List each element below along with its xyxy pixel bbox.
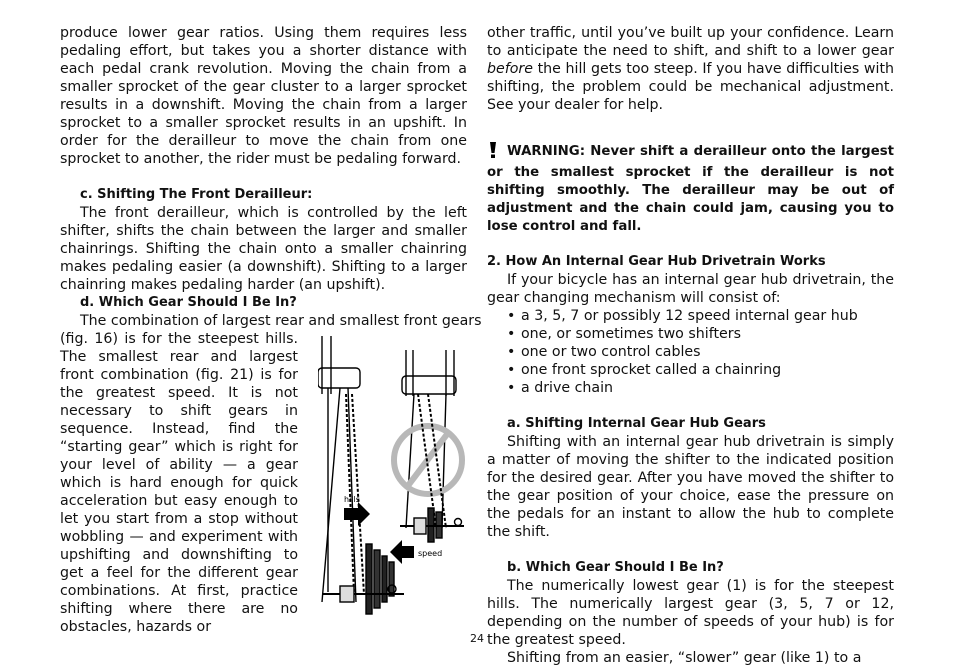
warning-icon: [487, 142, 499, 164]
emphasis-before: before: [487, 61, 533, 77]
drivetrain-illustration: [318, 332, 468, 622]
warning-text: WARNING: Never shift a derailleur onto the largest or the smallest sprocket if the derailleur is not shifting smoothly. The derailleur may be out of adjustment and the chain could jam, causing you to lose control and fall.: [487, 144, 894, 234]
page-number: 24: [470, 632, 484, 645]
cassette-cog: [374, 550, 380, 608]
section-2-heading: 2. How An Internal Gear Hub Drivetrain Works: [487, 254, 826, 269]
warning-block: [487, 142, 894, 236]
section-a-heading: a. Shifting Internal Gear Hub Gears: [507, 416, 766, 431]
intro-paragraph: produce lower gear ratios. Using them requires less pedaling effort, but takes you a shorter distance with each pedal crank revolution. Moving the chain from a smaller sprocket of the gear cluster to a larger sprocket results in a downshift. Moving the chain from a larger sprocket to a smaller sprocket results in an upshift. In order for the derailleur to move the chain from one sprocket to another, the rider must be pedaling forward.: [60, 25, 467, 167]
section-b-body: The numerically lowest gear (1) is for the steepest hills. The numerically largest gear (3, 5, 7 or 12, depending on the number of speeds of your hub) is for the greatest speed.: [487, 578, 894, 648]
section-d-lead: The combination of largest rear and smallest front gears: [80, 313, 482, 329]
list-item: • one front sprocket called a chainring: [521, 361, 894, 379]
hub-body: [340, 586, 354, 602]
cassette-cog: [389, 562, 394, 596]
section-d-wrapped-text: (fig. 16) is for the steepest hills. The smallest rear and largest front combination (fig. 21) is for the greatest speed. It is not necessary to shift gears in sequence. Instead, find the “starting gear” which is right for your level of ability — a gear which is hard enough for quick acceleration but easy enough to let you start from a stop without wobbling — and experiment with upshifting and downshifting to get a feel for the different gear combinations. At first, practice shifting where there are no obstacles, hazards or: [60, 331, 298, 635]
section-d-heading: d. Which Gear Should I Be In?: [80, 295, 297, 310]
continuation-text: other traffic, until you’ve built up your confidence. Learn to anticipate the need to shift, and shift to a lower gear: [487, 25, 894, 59]
section-c-heading: c. Shifting The Front Derailleur:: [80, 187, 313, 202]
hub-clamp: [318, 368, 360, 388]
hub-clamp: [402, 376, 456, 394]
cassette-cog: [366, 544, 372, 614]
section-a-body: Shifting with an internal gear hub drivetrain is simply a matter of moving the shifter to the indicated position for the desired gear. After you have moved the shifter to the gear position of your choice, ease the pressure on the pedals for an instant to allow the hub to complete the shift.: [487, 434, 894, 540]
speed-arrow-icon: [390, 540, 414, 564]
cassette-cog: [382, 556, 387, 602]
list-item: • a 3, 5, 7 or possibly 12 speed internal gear hub: [521, 307, 894, 325]
section-c-body: The front derailleur, which is controlled by the left shifter, shifts the chain between the larger and smaller chainrings. Shifting the chain onto a smaller chainring makes pedaling easier (a downshift). Shifting to a larger chainring makes pedaling harder (an upshift).: [60, 205, 467, 293]
component-list: [487, 307, 894, 397]
hub-body: [414, 518, 426, 534]
gear-figure: [318, 332, 468, 622]
quick-release: [455, 519, 462, 526]
list-item: • a drive chain: [521, 379, 894, 397]
hills-arrow-icon: [344, 502, 370, 526]
continuation-paragraph: [487, 24, 894, 114]
hills-label: hills: [344, 495, 360, 504]
section-b-continuation: Shifting from an easier, “slower” gear (like 1) to a: [507, 650, 862, 666]
chainstay-line: [406, 394, 414, 528]
section-2-body: If your bicycle has an internal gear hub drivetrain, the gear changing mechanism will consist of:: [487, 272, 894, 306]
chainstay-line: [322, 388, 340, 602]
speed-label: speed: [418, 549, 443, 558]
section-b-heading: b. Which Gear Should I Be In?: [507, 560, 724, 575]
list-item: • one or two control cables: [521, 343, 894, 361]
list-item: • one, or sometimes two shifters: [521, 325, 894, 343]
right-column: [487, 24, 894, 667]
continuation-text-2: the hill gets too steep. If you have difficulties with shifting, the problem could be mechanical adjustment. See your dealer for help.: [487, 61, 894, 113]
